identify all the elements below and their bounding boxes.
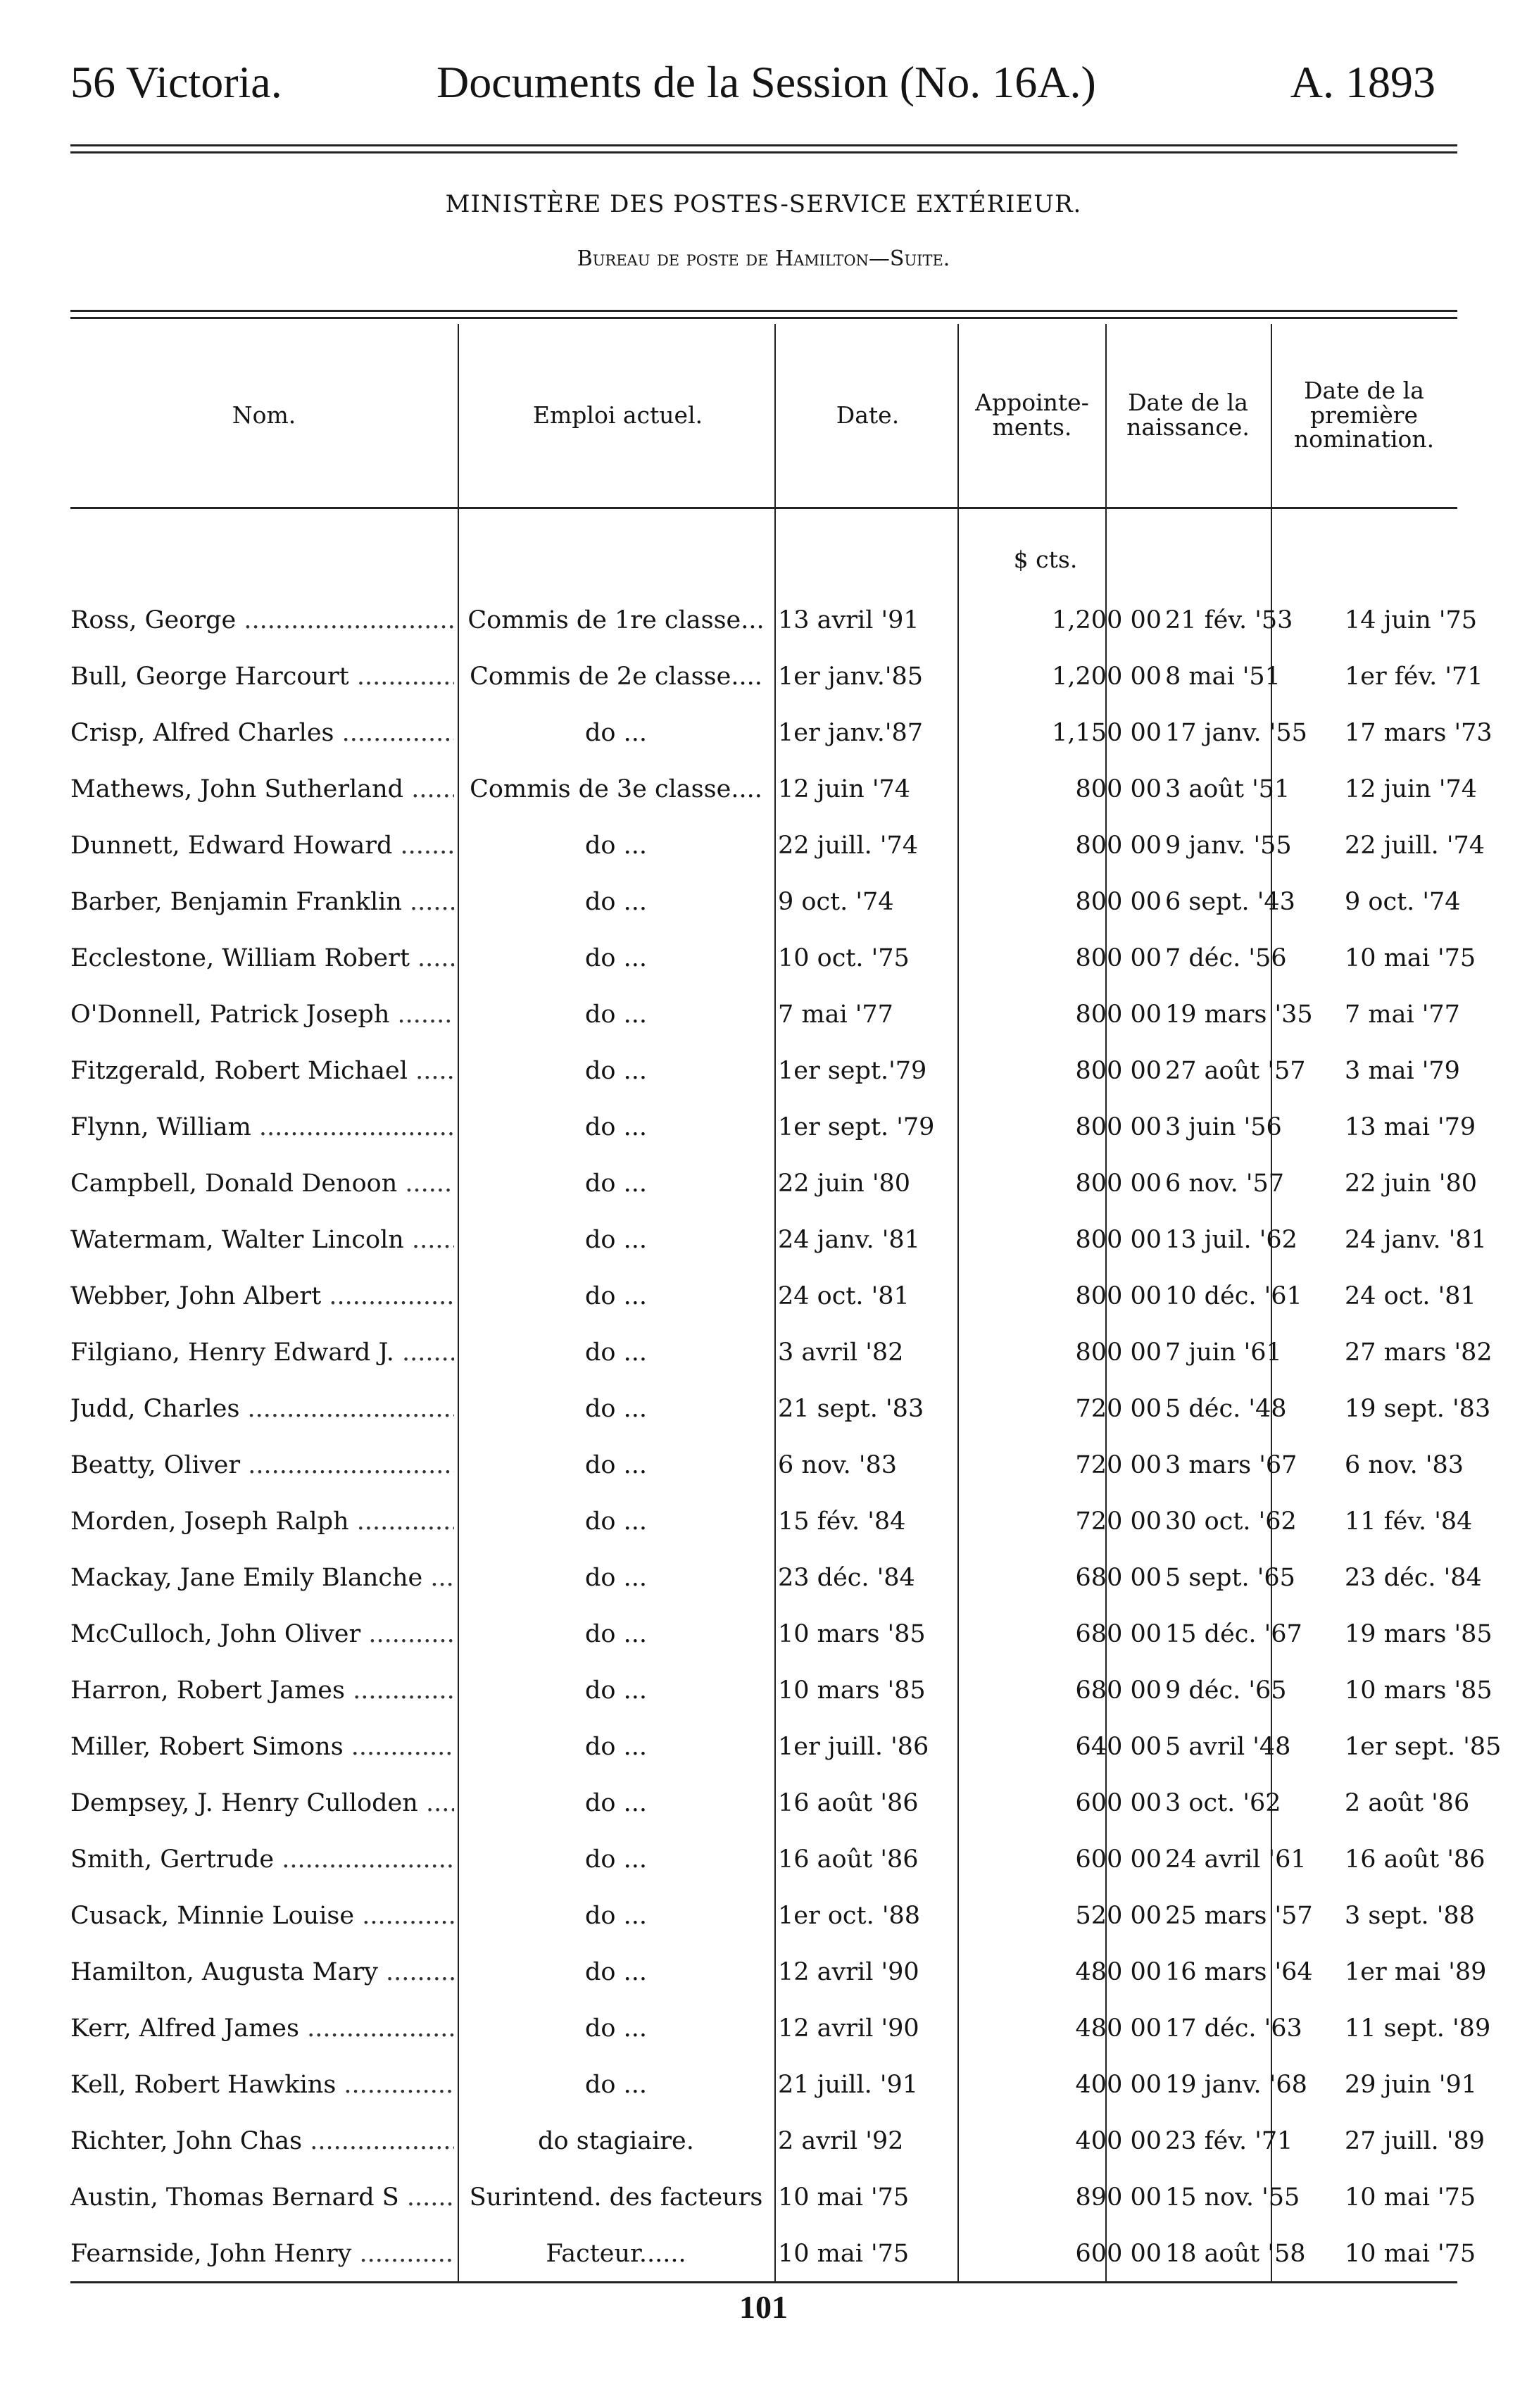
birth-date: 9 déc. '65 <box>1165 1676 1287 1705</box>
first-appointment-date: 7 mai '77 <box>1345 1001 1460 1029</box>
first-appointment-date: 29 juin '91 <box>1345 2071 1478 2099</box>
first-appointment-date: 2 août '86 <box>1345 1789 1470 1817</box>
salary: 680 00 <box>1075 1676 1162 1705</box>
current-position: do ... <box>585 832 647 860</box>
birth-date: 3 oct. '62 <box>1165 1789 1281 1817</box>
employee-name: Webber, John Albert ..... <box>70 1282 454 1310</box>
position-date: 3 avril '82 <box>778 1338 904 1367</box>
first-appointment-date: 6 nov. '83 <box>1345 1451 1464 1479</box>
salary: 720 00 <box>1075 1507 1162 1536</box>
position-date: 1er janv.'87 <box>778 719 924 747</box>
position-date: 22 juin '80 <box>778 1169 911 1198</box>
current-position: do ... <box>585 1620 647 1648</box>
first-appointment-date: 1er fév. '71 <box>1345 663 1483 691</box>
current-position: do ... <box>585 1113 647 1141</box>
birth-date: 24 avril '61 <box>1165 1845 1307 1874</box>
employee-name: Campbell, Donald Denoon ..... <box>70 1169 454 1198</box>
birth-date: 10 déc. '61 <box>1165 1282 1302 1310</box>
table-row <box>70 1496 1473 1553</box>
employee-name: Austin, Thomas Bernard S ..... <box>70 2183 454 2212</box>
table-row <box>70 1215 1487 1271</box>
birth-date: 5 déc. '48 <box>1165 1395 1287 1423</box>
employee-name: Judd, Charles ..... <box>70 1395 454 1423</box>
position-date: 1er juill. '86 <box>778 1733 929 1761</box>
employee-name: Smith, Gertrude ..... <box>70 1845 454 1874</box>
salary: 800 00 <box>1075 775 1162 803</box>
salary: 400 00 <box>1075 2071 1162 2099</box>
first-appointment-date: 24 oct. '81 <box>1345 1282 1476 1310</box>
first-appointment-date: 13 mai '79 <box>1345 1113 1476 1141</box>
employee-name: Dempsey, J. Henry Culloden ..... <box>70 1789 454 1817</box>
salary: 800 00 <box>1075 888 1162 916</box>
position-date: 16 août '86 <box>778 1845 919 1874</box>
current-position: do ... <box>585 1733 647 1761</box>
birth-date: 18 août '58 <box>1165 2240 1306 2268</box>
birth-date: 6 nov. '57 <box>1165 1169 1285 1198</box>
table-row <box>70 1158 1478 1215</box>
page-subtitle: Bureau de poste de Hamilton—Suite. <box>577 246 950 271</box>
employee-name: O'Donnell, Patrick Joseph ..... <box>70 1001 454 1029</box>
first-appointment-date: 1er mai '89 <box>1345 1958 1487 1986</box>
birth-date: 23 fév. '71 <box>1165 2127 1293 2155</box>
first-appointment-date: 19 sept. '83 <box>1345 1395 1491 1423</box>
position-date: 6 nov. '83 <box>778 1451 898 1479</box>
salary: 680 00 <box>1075 1564 1162 1592</box>
first-appointment-date: 11 sept. '89 <box>1345 2014 1491 2043</box>
table-row <box>70 651 1483 708</box>
birth-date: 27 août '57 <box>1165 1057 1306 1085</box>
employee-name: Filgiano, Henry Edward J. ..... <box>70 1338 454 1367</box>
col-header-nom: Nom. <box>232 401 296 429</box>
first-appointment-date: 22 juill. '74 <box>1345 832 1485 860</box>
header-volume: 56 Victoria. <box>70 57 282 107</box>
current-position: do ... <box>585 1451 647 1479</box>
first-appointment-date: 19 mars '85 <box>1345 1620 1493 1648</box>
employee-name: Kerr, Alfred James ..... <box>70 2014 454 2043</box>
position-date: 10 oct. '75 <box>778 944 910 972</box>
current-position: do ... <box>585 1507 647 1536</box>
current-position: Commis de 2e classe.... <box>470 663 762 691</box>
current-position: do ... <box>585 1676 647 1705</box>
position-date: 15 fév. '84 <box>778 1507 906 1536</box>
position-date: 10 mai '75 <box>778 2183 910 2212</box>
employee-name: Cusack, Minnie Louise ..... <box>70 1902 454 1930</box>
table-row <box>70 1665 1493 1722</box>
current-position: do stagiaire. <box>538 2127 694 2155</box>
col-header-nomination: Date de la première nomination. <box>1293 377 1435 453</box>
table-row <box>70 708 1493 764</box>
salary: 800 00 <box>1075 1338 1162 1367</box>
current-position: do ... <box>585 1057 647 1085</box>
table-row <box>70 764 1478 820</box>
table-row <box>70 989 1460 1046</box>
first-appointment-date: 10 mars '85 <box>1345 1676 1493 1705</box>
employee-name: Ecclestone, William Robert ..... <box>70 944 454 972</box>
salary: 720 00 <box>1075 1395 1162 1423</box>
header-rule-top <box>70 144 1457 146</box>
employee-name: Bull, George Harcourt ..... <box>70 663 454 691</box>
birth-date: 3 juin '56 <box>1165 1113 1282 1141</box>
salary: 640 00 <box>1075 1733 1162 1761</box>
current-position: do ... <box>585 1226 647 1254</box>
first-appointment-date: 3 sept. '88 <box>1345 1902 1475 1930</box>
position-date: 1er janv.'85 <box>778 663 924 691</box>
salary: 800 00 <box>1075 1226 1162 1254</box>
currency-units: $ cts. <box>1013 546 1078 573</box>
current-position: do ... <box>585 2014 647 2043</box>
salary: 800 00 <box>1075 1001 1162 1029</box>
current-position: do ... <box>585 1169 647 1198</box>
position-date: 12 avril '90 <box>778 2014 919 2043</box>
current-position: do ... <box>585 1789 647 1817</box>
employee-name: Fearnside, John Henry ..... <box>70 2240 454 2268</box>
birth-date: 19 mars '35 <box>1165 1001 1313 1029</box>
birth-date: 6 sept. '43 <box>1165 888 1295 916</box>
first-appointment-date: 27 mars '82 <box>1345 1338 1493 1367</box>
table-row <box>70 2003 1491 2059</box>
table-row <box>70 1440 1464 1496</box>
table-row <box>70 1046 1460 1102</box>
salary: 600 00 <box>1075 1845 1162 1874</box>
employee-name: Beatty, Oliver ..... <box>70 1451 454 1479</box>
table-row <box>70 1553 1482 1609</box>
position-date: 24 oct. '81 <box>778 1282 910 1310</box>
header-year: A. 1893 <box>1290 57 1435 107</box>
employee-name: Mathews, John Sutherland ..... <box>70 775 454 803</box>
first-appointment-date: 24 janv. '81 <box>1345 1226 1487 1254</box>
position-date: 12 avril '90 <box>778 1958 919 1986</box>
table-top-rule <box>70 310 1457 312</box>
first-appointment-date: 10 mai '75 <box>1345 2183 1476 2212</box>
salary: 600 00 <box>1075 2240 1162 2268</box>
birth-date: 7 déc. '56 <box>1165 944 1287 972</box>
salary: 1,150 00 <box>1052 719 1162 747</box>
position-date: 21 juill. '91 <box>778 2071 919 2099</box>
position-date: 2 avril '92 <box>778 2127 904 2155</box>
current-position: Facteur...... <box>546 2240 686 2268</box>
current-position: do ... <box>585 944 647 972</box>
first-appointment-date: 17 mars '73 <box>1345 719 1493 747</box>
table-row <box>70 2059 1478 2116</box>
col-header-appointements: Appointe-ments. <box>975 389 1089 441</box>
salary: 1,200 00 <box>1052 663 1162 691</box>
col-header-naissance: Date de la naissance. <box>1126 389 1250 441</box>
table-row <box>70 595 1478 651</box>
first-appointment-date: 1er sept. '85 <box>1345 1733 1502 1761</box>
birth-date: 19 janv. '68 <box>1165 2071 1307 2099</box>
col-header-emploi: Emploi actuel. <box>532 401 703 429</box>
position-date: 16 août '86 <box>778 1789 919 1817</box>
first-appointment-date: 22 juin '80 <box>1345 1169 1478 1198</box>
first-appointment-date: 9 oct. '74 <box>1345 888 1461 916</box>
employee-name: Crisp, Alfred Charles ..... <box>70 719 454 747</box>
col-header-date: Date. <box>836 401 900 429</box>
birth-date: 16 mars '64 <box>1165 1958 1313 1986</box>
birth-date: 17 déc. '63 <box>1165 2014 1302 2043</box>
table-row <box>70 1722 1502 1778</box>
employee-name: Watermam, Walter Lincoln ..... <box>70 1226 454 1254</box>
salary: 480 00 <box>1075 2014 1162 2043</box>
table-row <box>70 1834 1485 1890</box>
table-row <box>70 1890 1475 1947</box>
table-row <box>70 933 1476 989</box>
position-date: 24 janv. '81 <box>778 1226 920 1254</box>
employee-name: Kell, Robert Hawkins ..... <box>70 2071 454 2099</box>
position-date: 13 avril '91 <box>778 606 919 634</box>
salary: 480 00 <box>1075 1958 1162 1986</box>
salary: 600 00 <box>1075 1789 1162 1817</box>
first-appointment-date: 27 juill. '89 <box>1345 2127 1485 2155</box>
current-position: do ... <box>585 1282 647 1310</box>
current-position: do ... <box>585 1958 647 1986</box>
table-top-rule-2 <box>70 317 1457 319</box>
table-row <box>70 877 1461 933</box>
table-header <box>70 324 1457 507</box>
page-number: 101 <box>739 2289 788 2325</box>
current-position: do ... <box>585 2071 647 2099</box>
position-date: 23 déc. '84 <box>778 1564 915 1592</box>
birth-date: 9 janv. '55 <box>1165 832 1292 860</box>
current-position: Commis de 1re classe... <box>467 606 765 634</box>
first-appointment-date: 10 mai '75 <box>1345 944 1476 972</box>
position-date: 1er sept. '79 <box>778 1113 935 1141</box>
salary: 720 00 <box>1075 1451 1162 1479</box>
salary: 1,200 00 <box>1052 606 1162 634</box>
position-date: 7 mai '77 <box>778 1001 893 1029</box>
birth-date: 5 sept. '65 <box>1165 1564 1295 1592</box>
table-row <box>70 2116 1485 2172</box>
salary: 890 00 <box>1075 2183 1162 2212</box>
table-row <box>70 1947 1487 2003</box>
current-position: do ... <box>585 1902 647 1930</box>
table-row <box>70 2172 1476 2228</box>
employee-name: Barber, Benjamin Franklin ..... <box>70 888 454 916</box>
first-appointment-date: 12 juin '74 <box>1345 775 1478 803</box>
employee-name: Dunnett, Edward Howard ..... <box>70 832 454 860</box>
salary: 800 00 <box>1075 1282 1162 1310</box>
birth-date: 5 avril '48 <box>1165 1733 1291 1761</box>
birth-date: 15 nov. '55 <box>1165 2183 1300 2212</box>
current-position: do ... <box>585 1564 647 1592</box>
birth-date: 8 mai '51 <box>1165 663 1281 691</box>
employee-name: Harron, Robert James ..... <box>70 1676 454 1705</box>
position-date: 1er sept.'79 <box>778 1057 927 1085</box>
current-position: do ... <box>585 888 647 916</box>
table-row <box>70 1327 1493 1384</box>
table-row <box>70 1102 1476 1158</box>
first-appointment-date: 14 juin '75 <box>1345 606 1478 634</box>
birth-date: 21 fév. '53 <box>1165 606 1293 634</box>
table-bottom-rule <box>70 2281 1457 2283</box>
employee-name: Fitzgerald, Robert Michael ..... <box>70 1057 454 1085</box>
employee-name: McCulloch, John Oliver ..... <box>70 1620 454 1648</box>
position-date: 10 mars '85 <box>778 1620 926 1648</box>
first-appointment-date: 23 déc. '84 <box>1345 1564 1482 1592</box>
employee-name: Hamilton, Augusta Mary ..... <box>70 1958 454 1986</box>
first-appointment-date: 3 mai '79 <box>1345 1057 1460 1085</box>
position-date: 12 juin '74 <box>778 775 911 803</box>
birth-date: 3 mars '67 <box>1165 1451 1297 1479</box>
position-date: 22 juill. '74 <box>778 832 919 860</box>
position-date: 9 oct. '74 <box>778 888 894 916</box>
employee-name: Miller, Robert Simons ..... <box>70 1733 454 1761</box>
birth-date: 17 janv. '55 <box>1165 719 1307 747</box>
birth-date: 25 mars '57 <box>1165 1902 1313 1930</box>
table-row <box>70 1271 1476 1327</box>
table-row <box>70 1778 1470 1834</box>
current-position: do ... <box>585 1338 647 1367</box>
birth-date: 30 oct. '62 <box>1165 1507 1297 1536</box>
employee-name: Flynn, William ..... <box>70 1113 454 1141</box>
employee-name: Morden, Joseph Ralph ..... <box>70 1507 454 1536</box>
salary: 800 00 <box>1075 944 1162 972</box>
birth-date: 3 août '51 <box>1165 775 1290 803</box>
table-row <box>70 2228 1476 2285</box>
salary: 800 00 <box>1075 832 1162 860</box>
salary: 520 00 <box>1075 1902 1162 1930</box>
position-date: 10 mai '75 <box>778 2240 910 2268</box>
birth-date: 13 juil. '62 <box>1165 1226 1297 1254</box>
first-appointment-date: 10 mai '75 <box>1345 2240 1476 2268</box>
header-session: Documents de la Session (No. 16A.) <box>436 57 1096 107</box>
salary: 400 00 <box>1075 2127 1162 2155</box>
salary: 800 00 <box>1075 1057 1162 1085</box>
current-position: do ... <box>585 1001 647 1029</box>
header-bottom-rule <box>70 507 1457 509</box>
employee-name: Richter, John Chas ..... <box>70 2127 454 2155</box>
table-row <box>70 1609 1493 1665</box>
birth-date: 7 juin '61 <box>1165 1338 1282 1367</box>
current-position: Commis de 3e classe.... <box>470 775 762 803</box>
running-header <box>70 42 1457 120</box>
current-position: do ... <box>585 719 647 747</box>
salary: 800 00 <box>1075 1169 1162 1198</box>
first-appointment-date: 11 fév. '84 <box>1345 1507 1473 1536</box>
salary: 680 00 <box>1075 1620 1162 1648</box>
employee-name: Ross, George ..... <box>70 606 454 634</box>
position-date: 1er oct. '88 <box>778 1902 920 1930</box>
page-title: MINISTÈRE DES POSTES-SERVICE EXTÉRIEUR. <box>445 190 1082 218</box>
position-date: 10 mars '85 <box>778 1676 926 1705</box>
current-position: do ... <box>585 1395 647 1423</box>
birth-date: 15 déc. '67 <box>1165 1620 1302 1648</box>
employee-name: Mackay, Jane Emily Blanche ..... <box>70 1564 454 1592</box>
current-position: do ... <box>585 1845 647 1874</box>
current-position: Surintend. des facteurs <box>469 2183 763 2212</box>
table-row <box>70 1384 1491 1440</box>
table-row <box>70 820 1485 877</box>
first-appointment-date: 16 août '86 <box>1345 1845 1485 1874</box>
header-rule-bottom <box>70 151 1457 153</box>
position-date: 21 sept. '83 <box>778 1395 924 1423</box>
salary: 800 00 <box>1075 1113 1162 1141</box>
